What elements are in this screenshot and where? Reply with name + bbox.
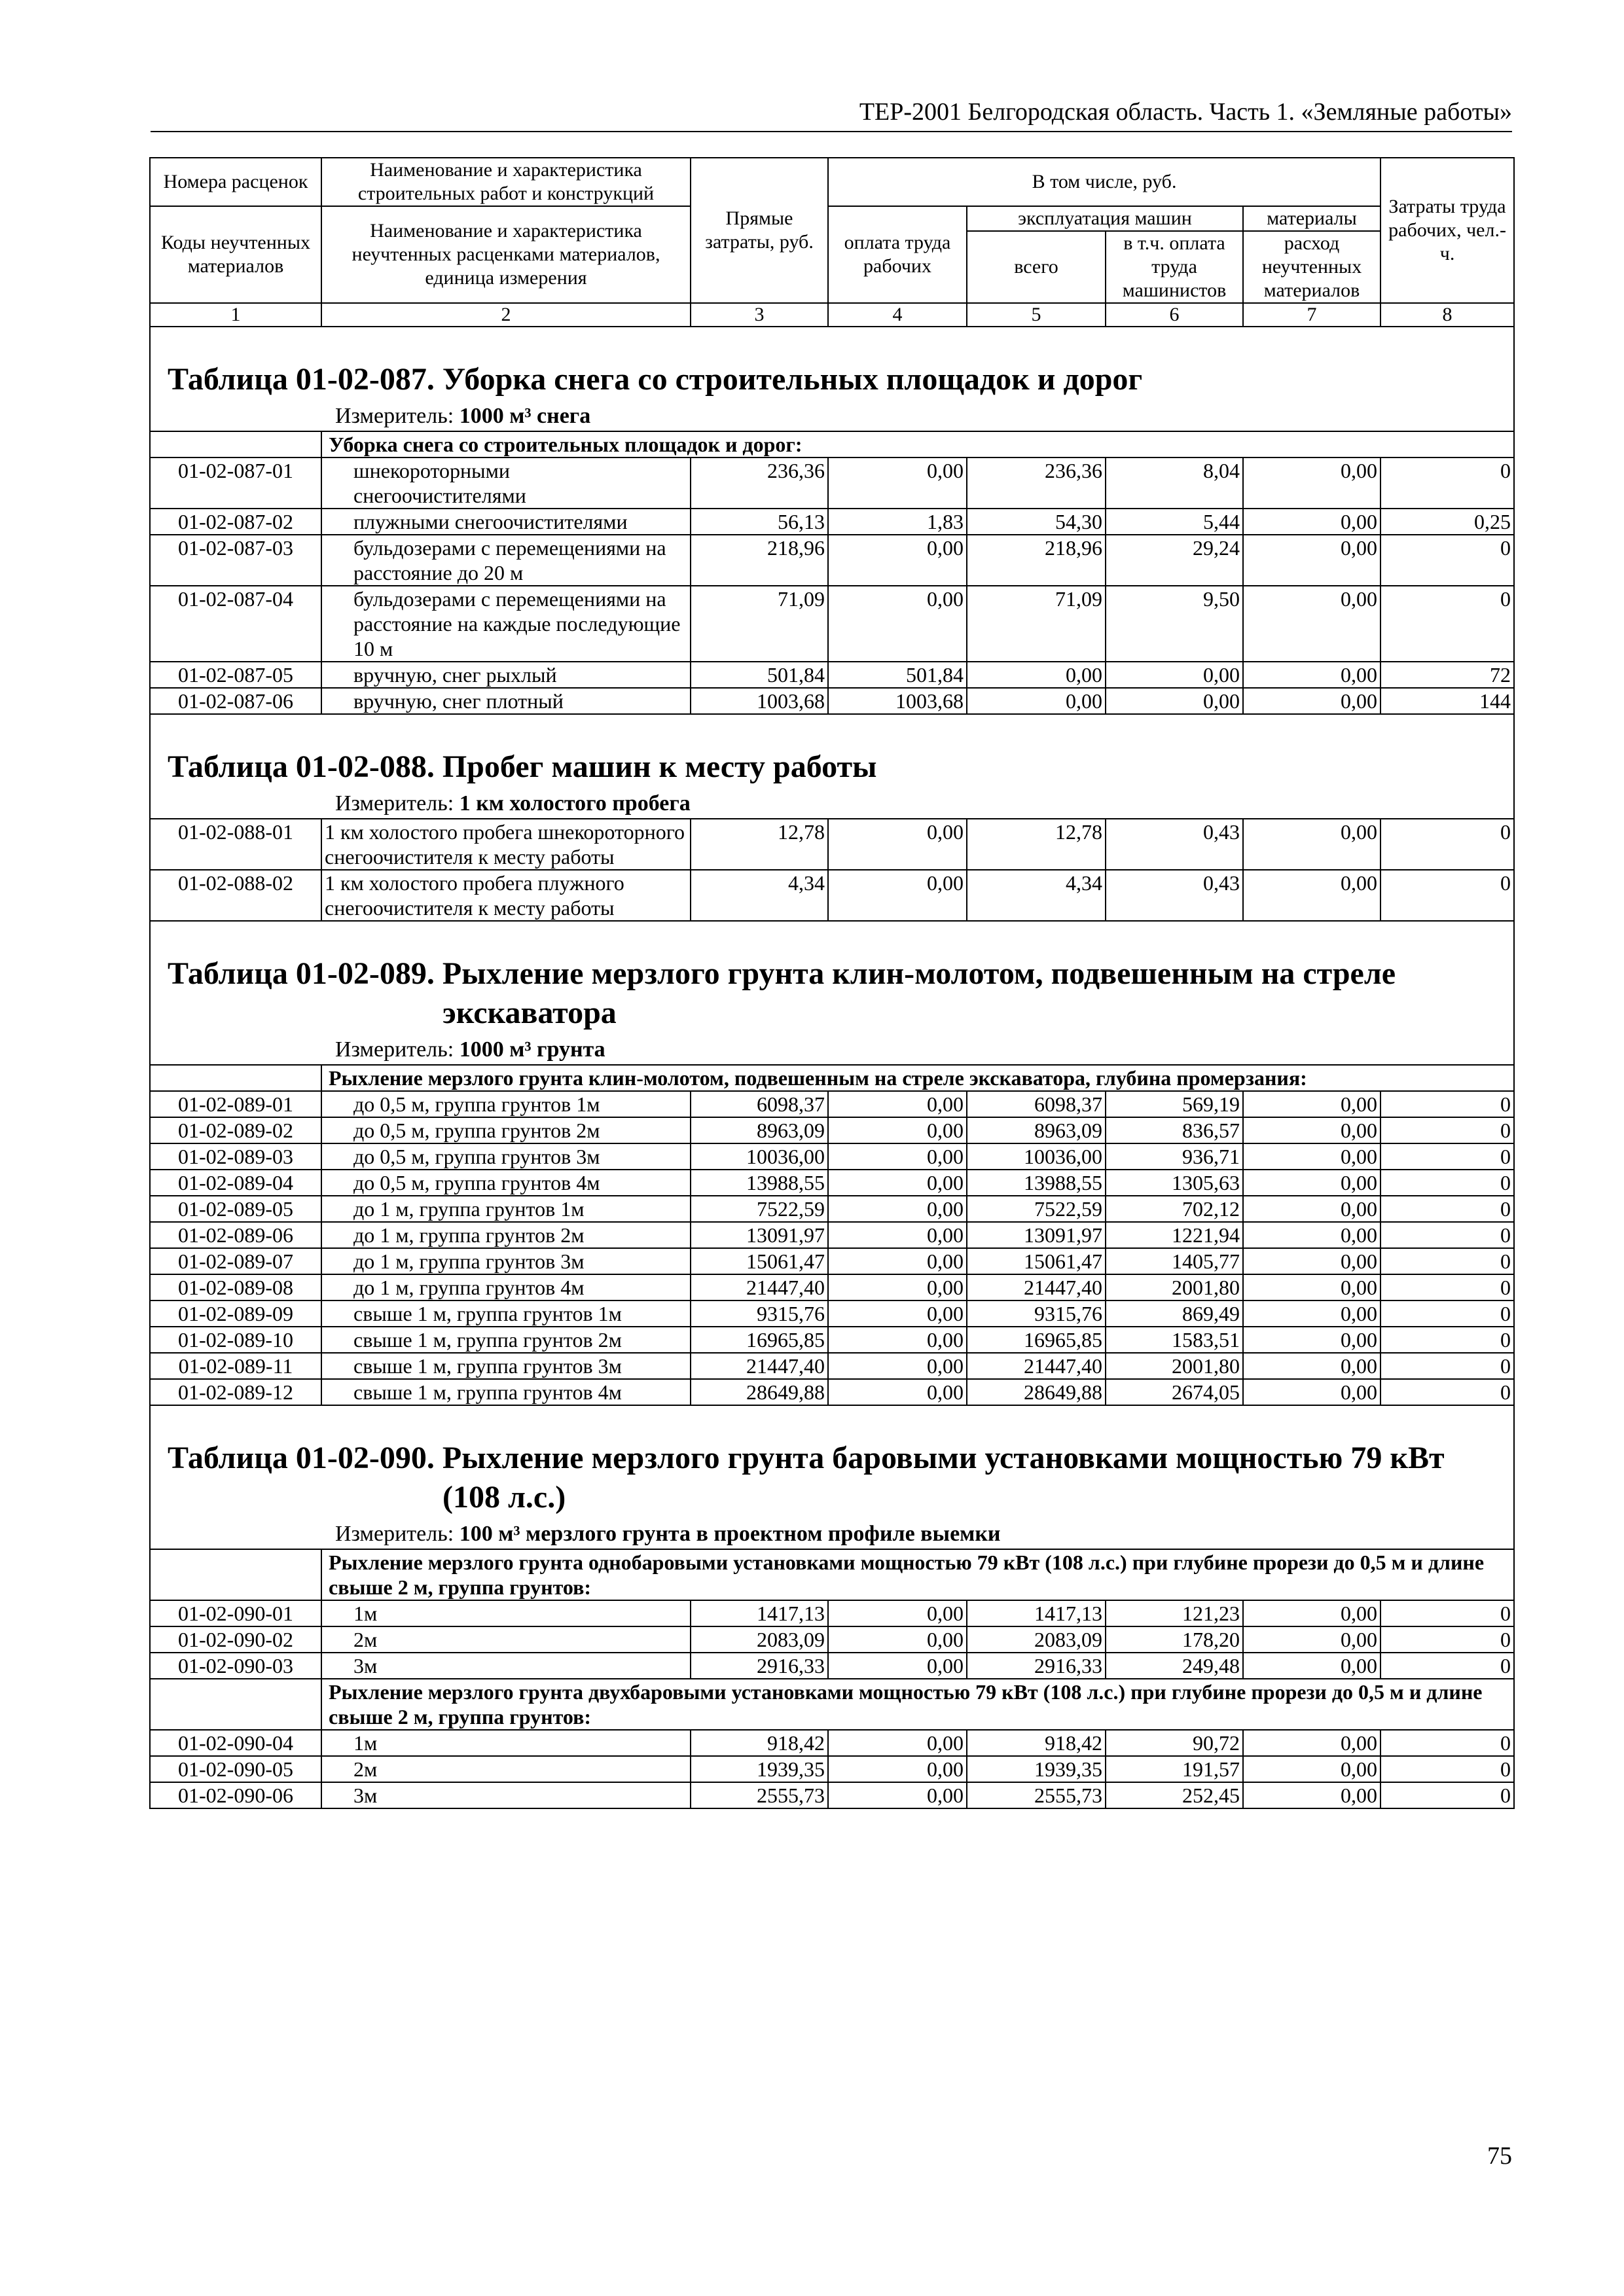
machine-total-value: 0,00: [967, 688, 1106, 714]
labor-pay-value: 0,00: [828, 1222, 967, 1248]
machine-total-value: 15061,47: [967, 1248, 1106, 1274]
labor-pay-value: 0,00: [828, 1091, 967, 1117]
machinists-pay-value: 0,43: [1106, 870, 1243, 921]
rate-code: 01-02-089-09: [150, 1300, 321, 1327]
labor-pay-value: 0,00: [828, 1653, 967, 1679]
rate-code: 01-02-088-02: [150, 870, 321, 921]
table-row: [150, 1379, 1514, 1405]
materials-value: 0,00: [1243, 1782, 1380, 1808]
machine-total-value: 21447,40: [967, 1274, 1106, 1300]
table-row: [150, 1117, 1514, 1143]
table-title-row: [150, 921, 1514, 1035]
machine-total-value: 9315,76: [967, 1300, 1106, 1327]
labor-hours-value: 0: [1380, 586, 1514, 662]
rate-code: 01-02-089-05: [150, 1196, 321, 1222]
work-description: до 0,5 м, группа грунтов 2м: [321, 1117, 691, 1143]
header-unaccounted-name: Наименование и характеристика неучтенных расценками материалов, единица измерения: [321, 206, 691, 303]
work-description: 1 км холостого пробега плужного снегоочистителя к месту работы: [321, 870, 691, 921]
labor-hours-value: 0: [1380, 1300, 1514, 1327]
column-number: 5: [967, 303, 1106, 327]
table-title: Таблица 01-02-088. Пробег машин к месту работы: [168, 749, 877, 784]
machinists-pay-value: 869,49: [1106, 1300, 1243, 1327]
table-row: [150, 509, 1514, 535]
materials-value: 0,00: [1243, 535, 1380, 586]
machine-total-value: 28649,88: [967, 1379, 1106, 1405]
labor-hours-value: 0: [1380, 1782, 1514, 1808]
rate-code: 01-02-090-06: [150, 1782, 321, 1808]
machinists-pay-value: 936,71: [1106, 1143, 1243, 1170]
materials-value: 0,00: [1243, 1730, 1380, 1756]
machinists-pay-value: 8,04: [1106, 457, 1243, 509]
machinists-pay-value: 29,24: [1106, 535, 1243, 586]
unit-value: 1000 м³ снега: [459, 404, 591, 428]
materials-value: 0,00: [1243, 1091, 1380, 1117]
materials-value: 0,00: [1243, 586, 1380, 662]
machine-total-value: 2555,73: [967, 1782, 1106, 1808]
header-materials: материалы: [1243, 206, 1380, 231]
rate-code: 01-02-089-01: [150, 1091, 321, 1117]
unit-label: Измеритель:: [335, 1037, 454, 1062]
labor-pay-value: 0,00: [828, 870, 967, 921]
machinists-pay-value: 178,20: [1106, 1626, 1243, 1653]
labor-hours-value: 0: [1380, 1327, 1514, 1353]
labor-pay-value: 501,84: [828, 662, 967, 688]
work-description: вручную, снег рыхлый: [321, 662, 691, 688]
work-description: до 1 м, группа грунтов 2м: [321, 1222, 691, 1248]
table-title: Таблица 01-02-089. Рыхление мерзлого грунта клин-молотом, подвешенным на стреле: [168, 956, 1396, 991]
labor-hours-value: 0: [1380, 1143, 1514, 1170]
machine-total-value: 0,00: [967, 662, 1106, 688]
labor-pay-value: 0,00: [828, 1300, 967, 1327]
rate-code: 01-02-087-06: [150, 688, 321, 714]
column-number: 6: [1106, 303, 1243, 327]
machine-total-value: 7522,59: [967, 1196, 1106, 1222]
unit-value: 1 км холостого пробега: [459, 791, 691, 816]
group-subheading-row: [150, 1679, 1514, 1730]
materials-value: 0,00: [1243, 1327, 1380, 1353]
rate-code: 01-02-089-07: [150, 1248, 321, 1274]
table-row: [150, 1248, 1514, 1274]
table-row: [150, 457, 1514, 509]
rate-code: 01-02-089-10: [150, 1327, 321, 1353]
labor-hours-value: 0: [1380, 1730, 1514, 1756]
work-description: 2м: [321, 1626, 691, 1653]
direct-costs-value: 918,42: [691, 1730, 828, 1756]
labor-hours-value: 0: [1380, 1756, 1514, 1782]
machine-total-value: 71,09: [967, 586, 1106, 662]
materials-value: 0,00: [1243, 1248, 1380, 1274]
materials-value: 0,00: [1243, 1379, 1380, 1405]
labor-hours-value: 0: [1380, 819, 1514, 870]
labor-hours-value: 0,25: [1380, 509, 1514, 535]
group-subheading: Рыхление мерзлого грунта клин-молотом, подвешенным на стреле экскаватора, глубина промерзания:: [321, 1065, 1514, 1091]
work-description: свыше 1 м, группа грунтов 1м: [321, 1300, 691, 1327]
page-header: ТЕР-2001 Белгородская область. Часть 1. «Земляные работы»: [151, 97, 1512, 132]
machinists-pay-value: 2001,80: [1106, 1274, 1243, 1300]
labor-pay-value: 1003,68: [828, 688, 967, 714]
header-materials-usage: расход неучтенных материалов: [1243, 231, 1380, 303]
direct-costs-value: 2555,73: [691, 1782, 828, 1808]
direct-costs-value: 218,96: [691, 535, 828, 586]
unit-value: 1000 м³ грунта: [459, 1037, 605, 1062]
materials-value: 0,00: [1243, 1170, 1380, 1196]
direct-costs-value: 8963,09: [691, 1117, 828, 1143]
direct-costs-value: 2083,09: [691, 1626, 828, 1653]
machinists-pay-value: 1583,51: [1106, 1327, 1243, 1353]
machine-total-value: 21447,40: [967, 1353, 1106, 1379]
labor-hours-value: 0: [1380, 1600, 1514, 1626]
table-row: [150, 586, 1514, 662]
rate-code: 01-02-089-08: [150, 1274, 321, 1300]
unit-value: 100 м³ мерзлого грунта в проектном профиле выемки: [459, 1522, 1001, 1546]
labor-hours-value: 0: [1380, 1170, 1514, 1196]
direct-costs-value: 15061,47: [691, 1248, 828, 1274]
direct-costs-value: 28649,88: [691, 1379, 828, 1405]
machinists-pay-value: 1405,77: [1106, 1248, 1243, 1274]
machine-total-value: 918,42: [967, 1730, 1106, 1756]
column-number: 1: [150, 303, 321, 327]
table-row: [150, 1626, 1514, 1653]
direct-costs-value: 13091,97: [691, 1222, 828, 1248]
direct-costs-value: 6098,37: [691, 1091, 828, 1117]
rate-code: 01-02-087-02: [150, 509, 321, 535]
labor-hours-value: 0: [1380, 1379, 1514, 1405]
materials-value: 0,00: [1243, 1600, 1380, 1626]
materials-value: 0,00: [1243, 1222, 1380, 1248]
unit-row: [150, 402, 1514, 431]
table-row: [150, 1196, 1514, 1222]
machinists-pay-value: 90,72: [1106, 1730, 1243, 1756]
rates-table: [149, 157, 1515, 1809]
work-description: до 0,5 м, группа грунтов 1м: [321, 1091, 691, 1117]
labor-pay-value: 0,00: [828, 1756, 967, 1782]
rate-code: 01-02-090-01: [150, 1600, 321, 1626]
machinists-pay-value: 191,57: [1106, 1756, 1243, 1782]
work-description: 1 км холостого пробега шнекороторного снегоочистителя к месту работы: [321, 819, 691, 870]
table-row: [150, 1653, 1514, 1679]
labor-pay-value: 0,00: [828, 1782, 967, 1808]
direct-costs-value: 7522,59: [691, 1196, 828, 1222]
machine-total-value: 13988,55: [967, 1170, 1106, 1196]
machine-total-value: 10036,00: [967, 1143, 1106, 1170]
work-description: до 1 м, группа грунтов 3м: [321, 1248, 691, 1274]
table-row: [150, 1600, 1514, 1626]
group-subheading: Рыхление мерзлого грунта двухбаровыми установками мощностью 79 кВт (108 л.с.) при глубине прорези до 0,5 м и длине свыше 2 м, группа грунтов:: [321, 1679, 1514, 1730]
machinists-pay-value: 836,57: [1106, 1117, 1243, 1143]
header-labor-pay: оплата труда рабочих: [828, 206, 967, 303]
machine-total-value: 16965,85: [967, 1327, 1106, 1353]
machinists-pay-value: 569,19: [1106, 1091, 1243, 1117]
table-row: [150, 662, 1514, 688]
work-description: плужными снегоочистителями: [321, 509, 691, 535]
header-machine-ops: эксплуатация машин: [967, 206, 1243, 231]
machine-total-value: 13091,97: [967, 1222, 1106, 1248]
materials-value: 0,00: [1243, 457, 1380, 509]
machinists-pay-value: 1221,94: [1106, 1222, 1243, 1248]
rate-code: 01-02-088-01: [150, 819, 321, 870]
labor-pay-value: 0,00: [828, 1170, 967, 1196]
work-description: свыше 1 м, группа грунтов 2м: [321, 1327, 691, 1353]
machinists-pay-value: 121,23: [1106, 1600, 1243, 1626]
table-row: [150, 535, 1514, 586]
work-description: шнекороторными снегоочистителями: [321, 457, 691, 509]
rate-code: 01-02-089-03: [150, 1143, 321, 1170]
labor-hours-value: 0: [1380, 1653, 1514, 1679]
direct-costs-value: 71,09: [691, 586, 828, 662]
direct-costs-value: 1003,68: [691, 688, 828, 714]
labor-pay-value: 0,00: [828, 1730, 967, 1756]
unit-label: Измеритель:: [335, 404, 454, 428]
direct-costs-value: 12,78: [691, 819, 828, 870]
materials-value: 0,00: [1243, 1143, 1380, 1170]
machinists-pay-value: 249,48: [1106, 1653, 1243, 1679]
labor-pay-value: 0,00: [828, 1353, 967, 1379]
table-title-continuation: (108 л.с.): [442, 1480, 566, 1515]
labor-hours-value: 0: [1380, 1353, 1514, 1379]
direct-costs-value: 501,84: [691, 662, 828, 688]
materials-value: 0,00: [1243, 1626, 1380, 1653]
rate-code: 01-02-090-03: [150, 1653, 321, 1679]
table-row: [150, 1170, 1514, 1196]
labor-hours-value: 0: [1380, 1222, 1514, 1248]
header-incl-machinists: в т.ч. оплата труда машинистов: [1106, 231, 1243, 303]
machinists-pay-value: 2001,80: [1106, 1353, 1243, 1379]
machine-total-value: 218,96: [967, 535, 1106, 586]
rate-code: 01-02-090-04: [150, 1730, 321, 1756]
labor-pay-value: 0,00: [828, 1274, 967, 1300]
materials-value: 0,00: [1243, 662, 1380, 688]
table-row: [150, 870, 1514, 921]
table-title: Таблица 01-02-090. Рыхление мерзлого грунта баровыми установками мощностью 79 кВт: [168, 1441, 1445, 1475]
direct-costs-value: 10036,00: [691, 1143, 828, 1170]
materials-value: 0,00: [1243, 1756, 1380, 1782]
table-row: [150, 1353, 1514, 1379]
unit-row: [150, 789, 1514, 819]
unit-row: [150, 1520, 1514, 1549]
work-description: свыше 1 м, группа грунтов 4м: [321, 1379, 691, 1405]
labor-pay-value: 0,00: [828, 1626, 967, 1653]
rate-code: 01-02-087-01: [150, 457, 321, 509]
header-codes: Коды неучтенных материалов: [150, 206, 321, 303]
direct-costs-value: 1417,13: [691, 1600, 828, 1626]
table-body: [150, 327, 1514, 1808]
unit-row: [150, 1035, 1514, 1065]
direct-costs-value: 16965,85: [691, 1327, 828, 1353]
column-number: 3: [691, 303, 828, 327]
rate-code: 01-02-090-05: [150, 1756, 321, 1782]
work-description: до 0,5 м, группа грунтов 3м: [321, 1143, 691, 1170]
work-description: 1м: [321, 1730, 691, 1756]
table-row: [150, 819, 1514, 870]
materials-value: 0,00: [1243, 1196, 1380, 1222]
machine-total-value: 236,36: [967, 457, 1106, 509]
labor-pay-value: 1,83: [828, 509, 967, 535]
table-row: [150, 1143, 1514, 1170]
rate-code: 01-02-089-04: [150, 1170, 321, 1196]
machinists-pay-value: 1305,63: [1106, 1170, 1243, 1196]
work-description: свыше 1 м, группа грунтов 3м: [321, 1353, 691, 1379]
machinists-pay-value: 0,00: [1106, 662, 1243, 688]
machine-total-value: 2916,33: [967, 1653, 1106, 1679]
machine-total-value: 12,78: [967, 819, 1106, 870]
page-number: 75: [1487, 2142, 1512, 2170]
table-title-row: [150, 714, 1514, 789]
labor-hours-value: 0: [1380, 1196, 1514, 1222]
materials-value: 0,00: [1243, 1653, 1380, 1679]
machine-total-value: 54,30: [967, 509, 1106, 535]
machine-total-value: 1417,13: [967, 1600, 1106, 1626]
direct-costs-value: 21447,40: [691, 1274, 828, 1300]
labor-pay-value: 0,00: [828, 1196, 967, 1222]
table-row: [150, 1730, 1514, 1756]
direct-costs-value: 9315,76: [691, 1300, 828, 1327]
table-title: Таблица 01-02-087. Уборка снега со строительных площадок и дорог: [168, 362, 1143, 397]
labor-pay-value: 0,00: [828, 1379, 967, 1405]
work-description: 3м: [321, 1782, 691, 1808]
header-labor-costs: Затраты труда рабочих, чел.-ч.: [1380, 158, 1514, 303]
machine-total-value: 1939,35: [967, 1756, 1106, 1782]
labor-pay-value: 0,00: [828, 457, 967, 509]
labor-pay-value: 0,00: [828, 1327, 967, 1353]
direct-costs-value: 21447,40: [691, 1353, 828, 1379]
table-row: [150, 1756, 1514, 1782]
direct-costs-value: 13988,55: [691, 1170, 828, 1196]
work-description: вручную, снег плотный: [321, 688, 691, 714]
materials-value: 0,00: [1243, 688, 1380, 714]
machine-total-value: 8963,09: [967, 1117, 1106, 1143]
header-including: В том числе, руб.: [828, 158, 1380, 206]
table-row: [150, 688, 1514, 714]
column-number: 2: [321, 303, 691, 327]
direct-costs-value: 4,34: [691, 870, 828, 921]
rate-code: 01-02-089-11: [150, 1353, 321, 1379]
work-description: 1м: [321, 1600, 691, 1626]
rate-code: 01-02-087-03: [150, 535, 321, 586]
table-title-row: [150, 1405, 1514, 1520]
machinists-pay-value: 5,44: [1106, 509, 1243, 535]
work-description: до 1 м, группа грунтов 1м: [321, 1196, 691, 1222]
work-description: 2м: [321, 1756, 691, 1782]
labor-pay-value: 0,00: [828, 1248, 967, 1274]
table-row: [150, 1274, 1514, 1300]
rate-code: 01-02-087-04: [150, 586, 321, 662]
rate-code: 01-02-090-02: [150, 1626, 321, 1653]
rate-code: 01-02-087-05: [150, 662, 321, 688]
labor-pay-value: 0,00: [828, 1600, 967, 1626]
materials-value: 0,00: [1243, 1353, 1380, 1379]
labor-hours-value: 0: [1380, 1091, 1514, 1117]
machinists-pay-value: 0,43: [1106, 819, 1243, 870]
work-description: 3м: [321, 1653, 691, 1679]
direct-costs-value: 56,13: [691, 509, 828, 535]
machine-total-value: 6098,37: [967, 1091, 1106, 1117]
machinists-pay-value: 2674,05: [1106, 1379, 1243, 1405]
labor-hours-value: 0: [1380, 870, 1514, 921]
labor-hours-value: 144: [1380, 688, 1514, 714]
labor-hours-value: 0: [1380, 535, 1514, 586]
unit-label: Измеритель:: [335, 791, 454, 816]
machinists-pay-value: 0,00: [1106, 688, 1243, 714]
machinists-pay-value: 252,45: [1106, 1782, 1243, 1808]
materials-value: 0,00: [1243, 1117, 1380, 1143]
column-number: 4: [828, 303, 967, 327]
materials-value: 0,00: [1243, 819, 1380, 870]
rate-code: 01-02-089-02: [150, 1117, 321, 1143]
direct-costs-value: 1939,35: [691, 1756, 828, 1782]
table-title-row: [150, 327, 1514, 402]
rate-code: 01-02-089-12: [150, 1379, 321, 1405]
labor-pay-value: 0,00: [828, 535, 967, 586]
work-description: бульдозерами с перемещениями на расстояние до 20 м: [321, 535, 691, 586]
materials-value: 0,00: [1243, 1300, 1380, 1327]
header-rate-numbers: Номера расценок: [150, 158, 321, 206]
group-subheading-row: [150, 431, 1514, 457]
work-description: до 1 м, группа грунтов 4м: [321, 1274, 691, 1300]
group-subheading-row: [150, 1065, 1514, 1091]
labor-hours-value: 0: [1380, 1274, 1514, 1300]
labor-pay-value: 0,00: [828, 819, 967, 870]
header-total: всего: [967, 231, 1106, 303]
header-direct-costs: Прямые затраты, руб.: [691, 158, 828, 303]
table-row: [150, 1222, 1514, 1248]
unit-label: Измеритель:: [335, 1522, 454, 1546]
materials-value: 0,00: [1243, 1274, 1380, 1300]
group-subheading: Уборка снега со строительных площадок и дорог:: [321, 431, 1514, 457]
labor-hours-value: 0: [1380, 1626, 1514, 1653]
labor-hours-value: 0: [1380, 1117, 1514, 1143]
rate-code: 01-02-089-06: [150, 1222, 321, 1248]
work-description: бульдозерами с перемещениями на расстояние на каждые последующие 10 м: [321, 586, 691, 662]
table-row: [150, 1300, 1514, 1327]
machinists-pay-value: 9,50: [1106, 586, 1243, 662]
labor-hours-value: 0: [1380, 1248, 1514, 1274]
machinists-pay-value: 702,12: [1106, 1196, 1243, 1222]
group-subheading: Рыхление мерзлого грунта однобаровыми установками мощностью 79 кВт (108 л.с.) при глубине прорези до 0,5 м и длине свыше 2 м, группа грунтов:: [321, 1549, 1514, 1600]
labor-pay-value: 0,00: [828, 1117, 967, 1143]
column-number: 8: [1380, 303, 1514, 327]
column-number: 7: [1243, 303, 1380, 327]
table-title-continuation: экскаватора: [442, 996, 617, 1030]
materials-value: 0,00: [1243, 509, 1380, 535]
work-description: до 0,5 м, группа грунтов 4м: [321, 1170, 691, 1196]
labor-hours-value: 0: [1380, 457, 1514, 509]
materials-value: 0,00: [1243, 870, 1380, 921]
labor-pay-value: 0,00: [828, 1143, 967, 1170]
direct-costs-value: 236,36: [691, 457, 828, 509]
direct-costs-value: 2916,33: [691, 1653, 828, 1679]
machine-total-value: 4,34: [967, 870, 1106, 921]
table-row: [150, 1327, 1514, 1353]
table-row: [150, 1782, 1514, 1808]
machine-total-value: 2083,09: [967, 1626, 1106, 1653]
group-subheading-row: [150, 1549, 1514, 1600]
header-work-name: Наименование и характеристика строительных работ и конструкций: [321, 158, 691, 206]
table-row: [150, 1091, 1514, 1117]
labor-pay-value: 0,00: [828, 586, 967, 662]
labor-hours-value: 72: [1380, 662, 1514, 688]
